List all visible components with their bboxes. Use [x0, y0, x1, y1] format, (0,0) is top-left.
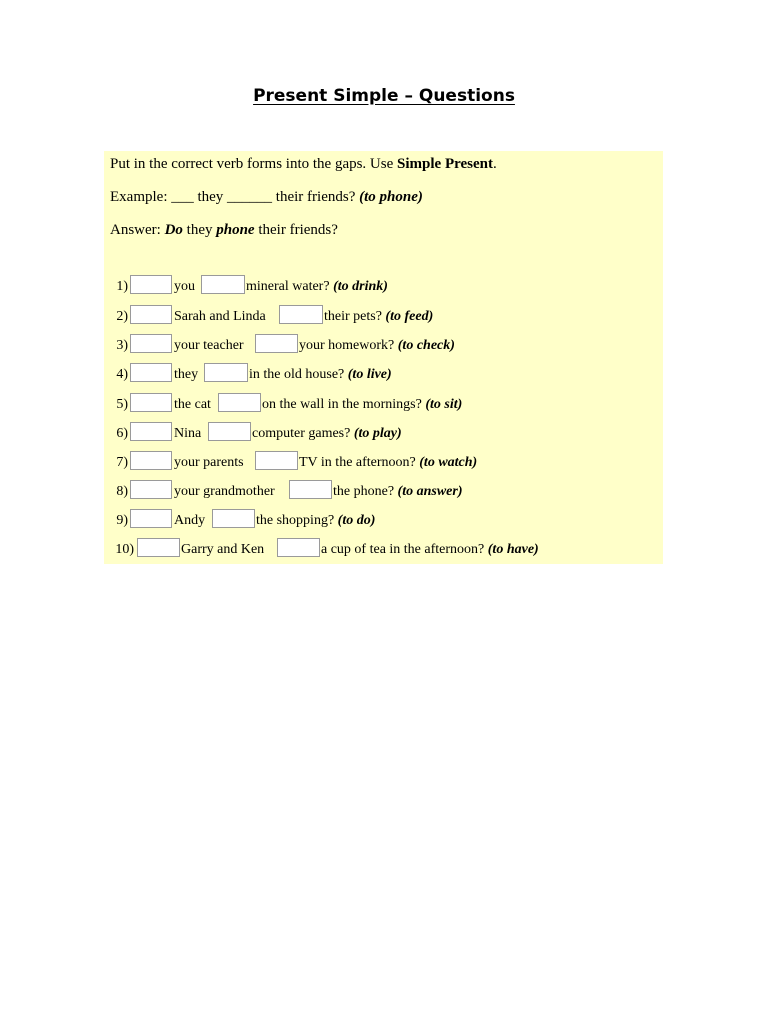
- answer-gap-1[interactable]: [130, 480, 172, 499]
- answer-gap-1[interactable]: [137, 538, 180, 557]
- answer-line: Answer: Do they phone their friends?: [110, 222, 338, 238]
- answer-gap-2[interactable]: [255, 334, 298, 353]
- answer-gap-1[interactable]: [130, 305, 172, 324]
- answer-gap-1[interactable]: [130, 422, 172, 441]
- answer-gap-2[interactable]: [289, 480, 332, 499]
- answer-gap-1[interactable]: [130, 363, 172, 382]
- instruction-line: Put in the correct verb forms into the gaps. Use Simple Present.: [110, 156, 497, 172]
- answer-gap-2[interactable]: [208, 422, 251, 441]
- answer-gap-1[interactable]: [130, 334, 172, 353]
- answer-gap-1[interactable]: [130, 393, 172, 412]
- example-line: Example: ___ they ______ their friends? (to phone): [110, 189, 423, 205]
- answer-gap-1[interactable]: [130, 275, 172, 294]
- answer-gap-2[interactable]: [277, 538, 320, 557]
- answer-gap-2[interactable]: [279, 305, 323, 324]
- answer-gap-2[interactable]: [212, 509, 255, 528]
- answer-gap-2[interactable]: [201, 275, 245, 294]
- page-title: Present Simple – Questions: [253, 86, 515, 106]
- exercise-panel: [104, 151, 663, 564]
- answer-gap-2[interactable]: [255, 451, 298, 470]
- answer-gap-2[interactable]: [204, 363, 248, 382]
- answer-gap-1[interactable]: [130, 509, 172, 528]
- answer-gap-2[interactable]: [218, 393, 261, 412]
- answer-gap-1[interactable]: [130, 451, 172, 470]
